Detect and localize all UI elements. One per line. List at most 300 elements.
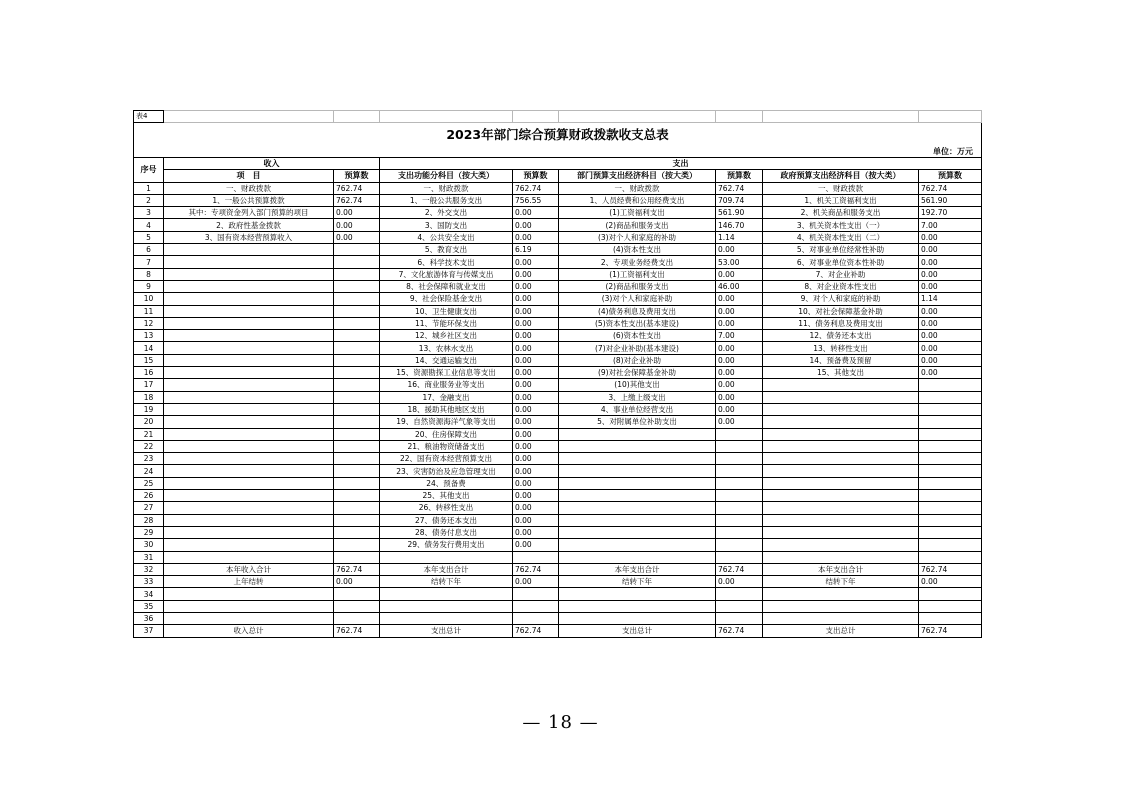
cell-seq: 30 <box>134 539 164 551</box>
cell-dept-item <box>559 502 716 514</box>
table-row <box>134 490 982 502</box>
cell-func-item: 支出总计 <box>380 625 513 637</box>
cell-func-item <box>380 600 513 612</box>
cell-gov-budget: 0.00 <box>919 244 982 256</box>
cell-gov-item <box>763 551 919 563</box>
cell-seq: 18 <box>134 391 164 403</box>
cell-dept-budget <box>716 465 763 477</box>
cell-income-item <box>164 330 334 342</box>
cell-func-item: 20、住房保障支出 <box>380 428 513 440</box>
cell-seq: 12 <box>134 317 164 329</box>
cell-income-item <box>164 465 334 477</box>
cell-dept-budget <box>716 490 763 502</box>
cell-income-budget: 0.00 <box>334 231 380 243</box>
cell-dept-item: (8)对企业补助 <box>559 354 716 366</box>
cell-dept-item <box>559 440 716 452</box>
table-row <box>134 194 982 206</box>
cell-func-budget <box>513 551 559 563</box>
cell-seq: 17 <box>134 379 164 391</box>
cell-dept-budget <box>716 502 763 514</box>
cell-dept-item <box>559 539 716 551</box>
cell-gov-item <box>763 453 919 465</box>
table-row <box>134 391 982 403</box>
cell-income-item: 一、财政拨款 <box>164 182 334 194</box>
cell-dept-item: (1)工资福利支出 <box>559 268 716 280</box>
cell-func-budget: 0.00 <box>513 403 559 415</box>
cell-dept-item: (1)工资福利支出 <box>559 207 716 219</box>
cell-func-item: 16、商业服务业等支出 <box>380 379 513 391</box>
cell-dept-item: (6)资本性支出 <box>559 330 716 342</box>
cell-gov-item: 7、对企业补助 <box>763 268 919 280</box>
cell-dept-item <box>559 551 716 563</box>
cell-income-budget <box>334 342 380 354</box>
cell-func-item: 24、预备费 <box>380 477 513 489</box>
cell-gov-budget <box>919 465 982 477</box>
cell-dept-item: (2)商品和服务支出 <box>559 219 716 231</box>
cell-gov-budget <box>919 600 982 612</box>
cell-gov-budget <box>919 428 982 440</box>
cell-dept-budget: 146.70 <box>716 219 763 231</box>
cell-income-item <box>164 502 334 514</box>
table-row <box>134 502 982 514</box>
header-income-budget: 预算数 <box>334 170 380 182</box>
header-row-columns <box>134 170 982 182</box>
table-row <box>134 576 982 588</box>
cell-income-item <box>164 612 334 624</box>
cell-dept-budget <box>716 588 763 600</box>
cell-gov-budget: 0.00 <box>919 317 982 329</box>
cell-func-item: 22、国有资本经营预算支出 <box>380 453 513 465</box>
unit-label: 单位：万元 <box>134 145 982 158</box>
table-row <box>134 256 982 268</box>
cell-func-budget: 0.00 <box>513 539 559 551</box>
table-row <box>134 563 982 575</box>
table-row <box>134 453 982 465</box>
cell-gov-budget <box>919 379 982 391</box>
cell-income-budget <box>334 539 380 551</box>
table-row <box>134 244 982 256</box>
cell-income-item <box>164 477 334 489</box>
cell-func-budget: 762.74 <box>513 625 559 637</box>
cell-seq: 4 <box>134 219 164 231</box>
table-row <box>134 612 982 624</box>
cell-income-budget <box>334 502 380 514</box>
cell-dept-item <box>559 526 716 538</box>
cell-seq: 3 <box>134 207 164 219</box>
cell-func-item: 5、教育支出 <box>380 244 513 256</box>
cell-gov-budget: 0.00 <box>919 342 982 354</box>
cell-seq: 21 <box>134 428 164 440</box>
cell-func-budget <box>513 612 559 624</box>
cell-func-budget: 0.00 <box>513 416 559 428</box>
cell-income-item <box>164 600 334 612</box>
cell-dept-budget <box>716 477 763 489</box>
cell-income-item <box>164 354 334 366</box>
cell-gov-budget: 0.00 <box>919 268 982 280</box>
cell-seq: 14 <box>134 342 164 354</box>
cell-income-item <box>164 526 334 538</box>
cell-func-item: 17、金融支出 <box>380 391 513 403</box>
cell-dept-budget: 709.74 <box>716 194 763 206</box>
cell-dept-item <box>559 514 716 526</box>
cell-dept-item: (9)对社会保障基金补助 <box>559 367 716 379</box>
cell-income-item <box>164 268 334 280</box>
cell-gov-budget <box>919 440 982 452</box>
cell-func-budget: 0.00 <box>513 440 559 452</box>
cell-gov-budget <box>919 453 982 465</box>
cell-func-budget: 762.74 <box>513 182 559 194</box>
cell-gov-item: 3、机关资本性支出（一） <box>763 219 919 231</box>
cell-gov-budget <box>919 502 982 514</box>
table-row <box>134 440 982 452</box>
cell-gov-item: 12、债务还本支出 <box>763 330 919 342</box>
cell-func-item: 2、外交支出 <box>380 207 513 219</box>
cell-income-item: 收入总计 <box>164 625 334 637</box>
cell-income-budget <box>334 416 380 428</box>
cell-seq: 35 <box>134 600 164 612</box>
cell-dept-budget: 0.00 <box>716 379 763 391</box>
cell-seq: 34 <box>134 588 164 600</box>
header-gov-budget: 预算数 <box>919 170 982 182</box>
cell-func-item: 12、城乡社区支出 <box>380 330 513 342</box>
cell-gov-item: 13、转移性支出 <box>763 342 919 354</box>
cell-gov-item: 9、对个人和家庭的补助 <box>763 293 919 305</box>
cell-gov-budget <box>919 539 982 551</box>
cell-dept-item: 支出总计 <box>559 625 716 637</box>
table-row <box>134 600 982 612</box>
cell-dept-item: 2、专项业务经费支出 <box>559 256 716 268</box>
cell-income-item <box>164 588 334 600</box>
cell-gov-item <box>763 391 919 403</box>
cell-gov-budget <box>919 514 982 526</box>
cell-func-budget: 0.00 <box>513 256 559 268</box>
cell-func-item: 21、粮油物资储备支出 <box>380 440 513 452</box>
cell-gov-budget: 0.00 <box>919 256 982 268</box>
table-row <box>134 416 982 428</box>
cell-gov-item <box>763 612 919 624</box>
cell-func-item: 11、节能环保支出 <box>380 317 513 329</box>
cell-gov-item: 2、机关商品和服务支出 <box>763 207 919 219</box>
cell-func-budget: 0.00 <box>513 305 559 317</box>
cell-dept-item: (10)其他支出 <box>559 379 716 391</box>
cell-func-budget: 6.19 <box>513 244 559 256</box>
cell-income-item <box>164 391 334 403</box>
cell-dept-item: (2)商品和服务支出 <box>559 280 716 292</box>
cell-func-item: 27、债务还本支出 <box>380 514 513 526</box>
cell-gov-budget <box>919 526 982 538</box>
cell-func-item: 本年支出合计 <box>380 563 513 575</box>
table-title: 2023年部门综合预算财政拨款收支总表 <box>134 123 982 146</box>
cell-income-budget <box>334 514 380 526</box>
cell-income-item <box>164 440 334 452</box>
cell-seq: 31 <box>134 551 164 563</box>
cell-income-budget: 0.00 <box>334 219 380 231</box>
cell-gov-budget: 762.74 <box>919 182 982 194</box>
cell-func-budget: 0.00 <box>513 576 559 588</box>
cell-dept-item: (7)对企业补助(基本建设) <box>559 342 716 354</box>
cell-gov-budget: 0.00 <box>919 231 982 243</box>
cell-gov-item: 15、其他支出 <box>763 367 919 379</box>
cell-gov-item: 4、机关资本性支出（二） <box>763 231 919 243</box>
cell-func-budget: 0.00 <box>513 477 559 489</box>
cell-income-budget <box>334 440 380 452</box>
header-income-item: 项 目 <box>164 170 334 182</box>
cell-dept-item: 5、对附属单位补助支出 <box>559 416 716 428</box>
cell-seq: 13 <box>134 330 164 342</box>
table-row <box>134 588 982 600</box>
cell-dept-budget: 0.00 <box>716 342 763 354</box>
table-row <box>134 477 982 489</box>
cell-dept-budget: 0.00 <box>716 391 763 403</box>
cell-dept-budget <box>716 551 763 563</box>
cell-gov-budget <box>919 612 982 624</box>
cell-gov-budget: 0.00 <box>919 280 982 292</box>
cell-gov-item: 10、对社会保障基金补助 <box>763 305 919 317</box>
cell-seq: 11 <box>134 305 164 317</box>
header-dept-item: 部门预算支出经济科目（按大类） <box>559 170 716 182</box>
cell-func-budget: 0.00 <box>513 514 559 526</box>
cell-income-item <box>164 551 334 563</box>
cell-seq: 5 <box>134 231 164 243</box>
cell-income-budget <box>334 244 380 256</box>
page-number: — 18 — <box>522 712 599 733</box>
cell-func-item <box>380 551 513 563</box>
cell-func-item: 8、社会保障和就业支出 <box>380 280 513 292</box>
cell-func-budget: 0.00 <box>513 379 559 391</box>
table-row <box>134 231 982 243</box>
cell-dept-budget: 762.74 <box>716 182 763 194</box>
cell-income-item <box>164 293 334 305</box>
cell-seq: 22 <box>134 440 164 452</box>
cell-income-item <box>164 244 334 256</box>
cell-dept-item <box>559 428 716 440</box>
cell-dept-budget: 46.00 <box>716 280 763 292</box>
cell-gov-budget <box>919 416 982 428</box>
cell-gov-budget: 0.00 <box>919 576 982 588</box>
cell-gov-item <box>763 477 919 489</box>
cell-dept-budget: 0.00 <box>716 317 763 329</box>
table-row <box>134 539 982 551</box>
table-row <box>134 403 982 415</box>
budget-sheet <box>133 110 981 638</box>
cell-income-budget: 762.74 <box>334 625 380 637</box>
cell-dept-budget: 0.00 <box>716 354 763 366</box>
cell-gov-item <box>763 514 919 526</box>
cell-income-budget <box>334 293 380 305</box>
cell-income-budget <box>334 403 380 415</box>
cell-func-item: 13、农林水支出 <box>380 342 513 354</box>
table-row <box>134 428 982 440</box>
cell-gov-item: 6、对事业单位资本性补助 <box>763 256 919 268</box>
cell-income-item: 3、国有资本经营预算收入 <box>164 231 334 243</box>
cell-func-budget: 0.00 <box>513 502 559 514</box>
cell-income-item <box>164 428 334 440</box>
cell-gov-budget: 762.74 <box>919 625 982 637</box>
cell-func-budget: 0.00 <box>513 428 559 440</box>
cell-gov-budget <box>919 551 982 563</box>
cell-func-item: 7、文化旅游体育与传媒支出 <box>380 268 513 280</box>
cell-gov-item: 结转下年 <box>763 576 919 588</box>
table-row <box>134 182 982 194</box>
cell-gov-item: 8、对企业资本性支出 <box>763 280 919 292</box>
cell-gov-budget <box>919 403 982 415</box>
cell-dept-budget: 561.90 <box>716 207 763 219</box>
cell-seq: 23 <box>134 453 164 465</box>
cell-gov-budget: 0.00 <box>919 367 982 379</box>
table-row <box>134 465 982 477</box>
cell-seq: 32 <box>134 563 164 575</box>
cell-income-budget <box>334 490 380 502</box>
cell-seq: 20 <box>134 416 164 428</box>
cell-dept-item: 本年支出合计 <box>559 563 716 575</box>
cell-gov-item <box>763 379 919 391</box>
cell-income-item: 其中：专项资金列入部门预算的项目 <box>164 207 334 219</box>
cell-income-item <box>164 453 334 465</box>
cell-dept-budget <box>716 600 763 612</box>
table-row <box>134 551 982 563</box>
cell-income-budget <box>334 317 380 329</box>
cell-func-item: 4、公共安全支出 <box>380 231 513 243</box>
cell-seq: 15 <box>134 354 164 366</box>
cell-seq: 9 <box>134 280 164 292</box>
cell-func-budget: 0.00 <box>513 219 559 231</box>
cell-gov-budget: 7.00 <box>919 219 982 231</box>
cell-dept-item <box>559 477 716 489</box>
cell-dept-item <box>559 490 716 502</box>
cell-gov-item <box>763 490 919 502</box>
cell-income-budget: 0.00 <box>334 576 380 588</box>
header-gov-item: 政府预算支出经济科目（按大类） <box>763 170 919 182</box>
header-func-budget: 预算数 <box>513 170 559 182</box>
cell-income-item: 2、政府性基金拨款 <box>164 219 334 231</box>
table-row <box>134 207 982 219</box>
cell-income-item: 1、一般公共预算拨款 <box>164 194 334 206</box>
cell-func-budget: 0.00 <box>513 231 559 243</box>
cell-gov-budget: 762.74 <box>919 563 982 575</box>
cell-func-item: 10、卫生健康支出 <box>380 305 513 317</box>
cell-dept-budget <box>716 440 763 452</box>
cell-seq: 29 <box>134 526 164 538</box>
cell-gov-item <box>763 465 919 477</box>
cell-func-item: 3、国防支出 <box>380 219 513 231</box>
cell-dept-item: (4)资本性支出 <box>559 244 716 256</box>
cell-gov-budget <box>919 477 982 489</box>
cell-func-item: 18、援助其他地区支出 <box>380 403 513 415</box>
cell-income-budget <box>334 379 380 391</box>
cell-seq: 2 <box>134 194 164 206</box>
cell-income-budget: 762.74 <box>334 563 380 575</box>
cell-dept-item <box>559 465 716 477</box>
cell-func-item: 25、其他支出 <box>380 490 513 502</box>
cell-func-item: 1、一般公共服务支出 <box>380 194 513 206</box>
table-row <box>134 526 982 538</box>
cell-dept-budget <box>716 514 763 526</box>
cell-gov-item <box>763 502 919 514</box>
cell-gov-item: 一、财政拨款 <box>763 182 919 194</box>
cell-func-budget: 762.74 <box>513 563 559 575</box>
cell-dept-item: 3、上缴上级支出 <box>559 391 716 403</box>
cell-gov-budget: 0.00 <box>919 305 982 317</box>
cell-dept-item: 一、财政拨款 <box>559 182 716 194</box>
cell-gov-budget: 0.00 <box>919 330 982 342</box>
header-expense: 支出 <box>380 158 982 170</box>
cell-func-item: 29、债务发行费用支出 <box>380 539 513 551</box>
cell-func-item: 一、财政拨款 <box>380 182 513 194</box>
cell-func-budget <box>513 600 559 612</box>
cell-func-item: 结转下年 <box>380 576 513 588</box>
cell-dept-item: 1、人员经费和公用经费支出 <box>559 194 716 206</box>
cell-dept-budget: 762.74 <box>716 563 763 575</box>
cell-func-item: 14、交通运输支出 <box>380 354 513 366</box>
cell-func-budget <box>513 588 559 600</box>
cell-func-budget: 0.00 <box>513 330 559 342</box>
table-label: 表4 <box>134 111 164 123</box>
cell-income-item <box>164 256 334 268</box>
cell-income-item <box>164 379 334 391</box>
cell-func-item: 19、自然资源海洋气象等支出 <box>380 416 513 428</box>
table-row <box>134 280 982 292</box>
cell-gov-item <box>763 526 919 538</box>
budget-table <box>133 110 982 638</box>
cell-gov-item <box>763 416 919 428</box>
cell-income-budget <box>334 305 380 317</box>
header-row-group <box>134 158 982 170</box>
cell-seq: 26 <box>134 490 164 502</box>
cell-income-budget <box>334 280 380 292</box>
cell-dept-budget: 0.00 <box>716 403 763 415</box>
cell-income-budget <box>334 551 380 563</box>
cell-dept-budget <box>716 526 763 538</box>
cell-income-budget <box>334 526 380 538</box>
cell-dept-item <box>559 612 716 624</box>
cell-dept-item <box>559 453 716 465</box>
cell-seq: 6 <box>134 244 164 256</box>
cell-gov-item <box>763 539 919 551</box>
cell-dept-budget: 0.00 <box>716 293 763 305</box>
cell-dept-budget <box>716 453 763 465</box>
cell-seq: 10 <box>134 293 164 305</box>
cell-gov-item <box>763 588 919 600</box>
cell-income-budget <box>334 367 380 379</box>
cell-func-budget: 756.55 <box>513 194 559 206</box>
cell-income-item <box>164 342 334 354</box>
table-row <box>134 293 982 305</box>
cell-func-item: 26、转移性支出 <box>380 502 513 514</box>
cell-gov-item: 14、预备费及预留 <box>763 354 919 366</box>
cell-gov-budget <box>919 391 982 403</box>
cell-dept-budget: 0.00 <box>716 305 763 317</box>
cell-func-budget: 0.00 <box>513 465 559 477</box>
cell-seq: 7 <box>134 256 164 268</box>
cell-seq: 25 <box>134 477 164 489</box>
cell-dept-budget: 7.00 <box>716 330 763 342</box>
table-row <box>134 514 982 526</box>
cell-dept-budget: 762.74 <box>716 625 763 637</box>
cell-seq: 8 <box>134 268 164 280</box>
cell-seq: 24 <box>134 465 164 477</box>
cell-func-budget: 0.00 <box>513 391 559 403</box>
cell-dept-budget: 0.00 <box>716 268 763 280</box>
cell-func-budget: 0.00 <box>513 317 559 329</box>
cell-income-budget <box>334 465 380 477</box>
cell-income-item <box>164 514 334 526</box>
cell-gov-item: 5、对事业单位经常性补助 <box>763 244 919 256</box>
cell-func-item: 6、科学技术支出 <box>380 256 513 268</box>
cell-seq: 36 <box>134 612 164 624</box>
cell-dept-budget: 0.00 <box>716 416 763 428</box>
cell-dept-budget: 1.14 <box>716 231 763 243</box>
cell-func-budget: 0.00 <box>513 453 559 465</box>
